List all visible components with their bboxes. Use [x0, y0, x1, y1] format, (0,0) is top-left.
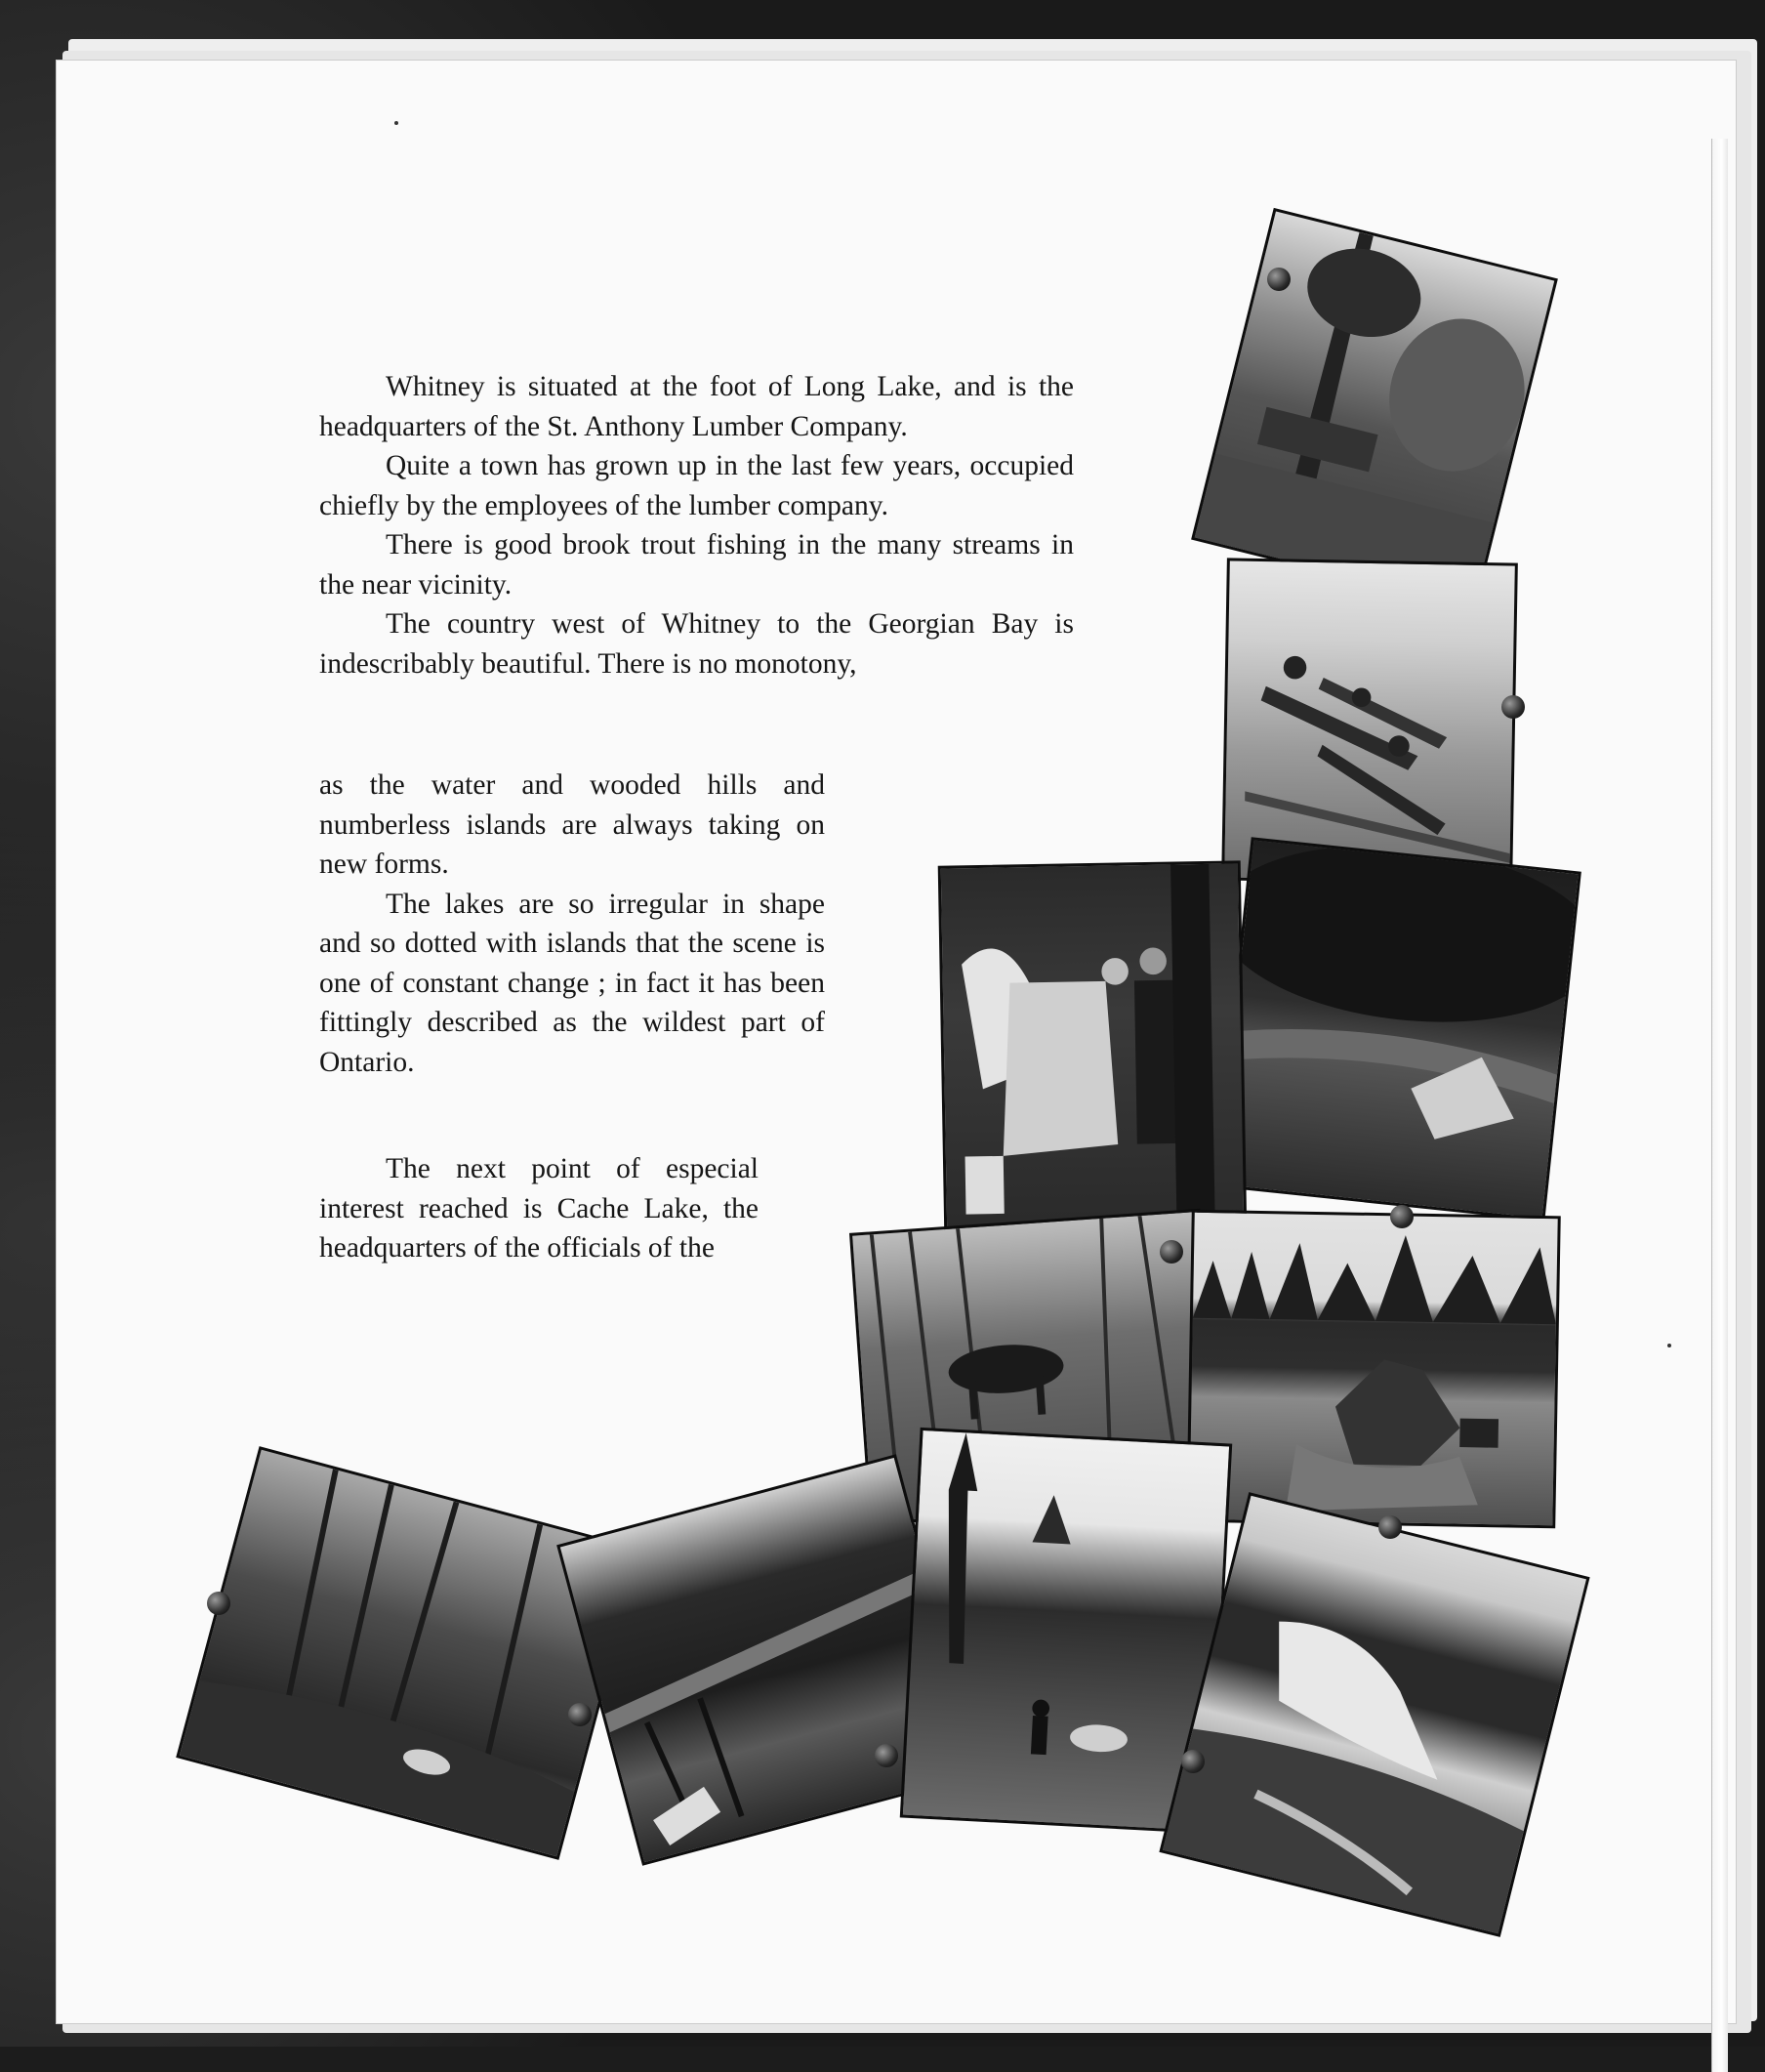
paragraph: The lakes are so irregular in shape and so dotted with islands that the scene is one of constant change ; in fact it has been fittingly described as the wildest part of Ontario. — [319, 888, 825, 1078]
thumbtack-icon — [207, 1592, 230, 1615]
paragraph: There is good brook trout fishing in the many streams in the near vicinity. — [319, 529, 1074, 601]
paragraph: The next point of especial interest reached is Cache Lake, the headquarters of the officials of the — [319, 1153, 759, 1264]
thumbtack-icon — [875, 1744, 898, 1767]
photo-scene — [1224, 560, 1515, 882]
thumbtack-icon — [1267, 268, 1291, 291]
thumbtack-icon — [1181, 1750, 1205, 1773]
page-speck — [394, 121, 398, 125]
wooded-shoreline-photo — [1214, 837, 1581, 1222]
paragraph: Whitney is situated at the foot of Long Lake, and is the headquarters of the St. Anthony Lumber Company. — [319, 371, 1074, 442]
paragraph: as the water and wooded hills and numberless islands are always taking on new forms. — [319, 769, 825, 880]
photo-scene — [1217, 841, 1578, 1219]
photo-scene — [1189, 1213, 1557, 1525]
thumbtack-icon — [1378, 1515, 1402, 1539]
paragraph: Quite a town has grown up in the last few years, occupied chiefly by the employees of the lumber company. — [319, 450, 1074, 521]
body-text-bottom — [319, 1149, 759, 1268]
photo-scene — [941, 863, 1244, 1233]
canoes-on-lake-photo — [1221, 558, 1518, 885]
thumbtack-icon — [1160, 1240, 1183, 1264]
body-text-middle — [319, 766, 825, 1082]
body-text-top — [319, 367, 1074, 684]
thumbtack-icon — [1501, 695, 1525, 719]
river-rapids-photo — [1186, 1210, 1561, 1529]
thumbtack-icon — [568, 1703, 592, 1726]
thumbtack-icon — [1390, 1205, 1414, 1228]
page-speck — [1667, 1344, 1671, 1347]
facing-page-edge — [1711, 139, 1728, 2072]
campers-at-tent-photo — [938, 860, 1248, 1236]
paragraph: The country west of Whitney to the Georgian Bay is indescribably beautiful. There is no monotony, — [319, 608, 1074, 680]
